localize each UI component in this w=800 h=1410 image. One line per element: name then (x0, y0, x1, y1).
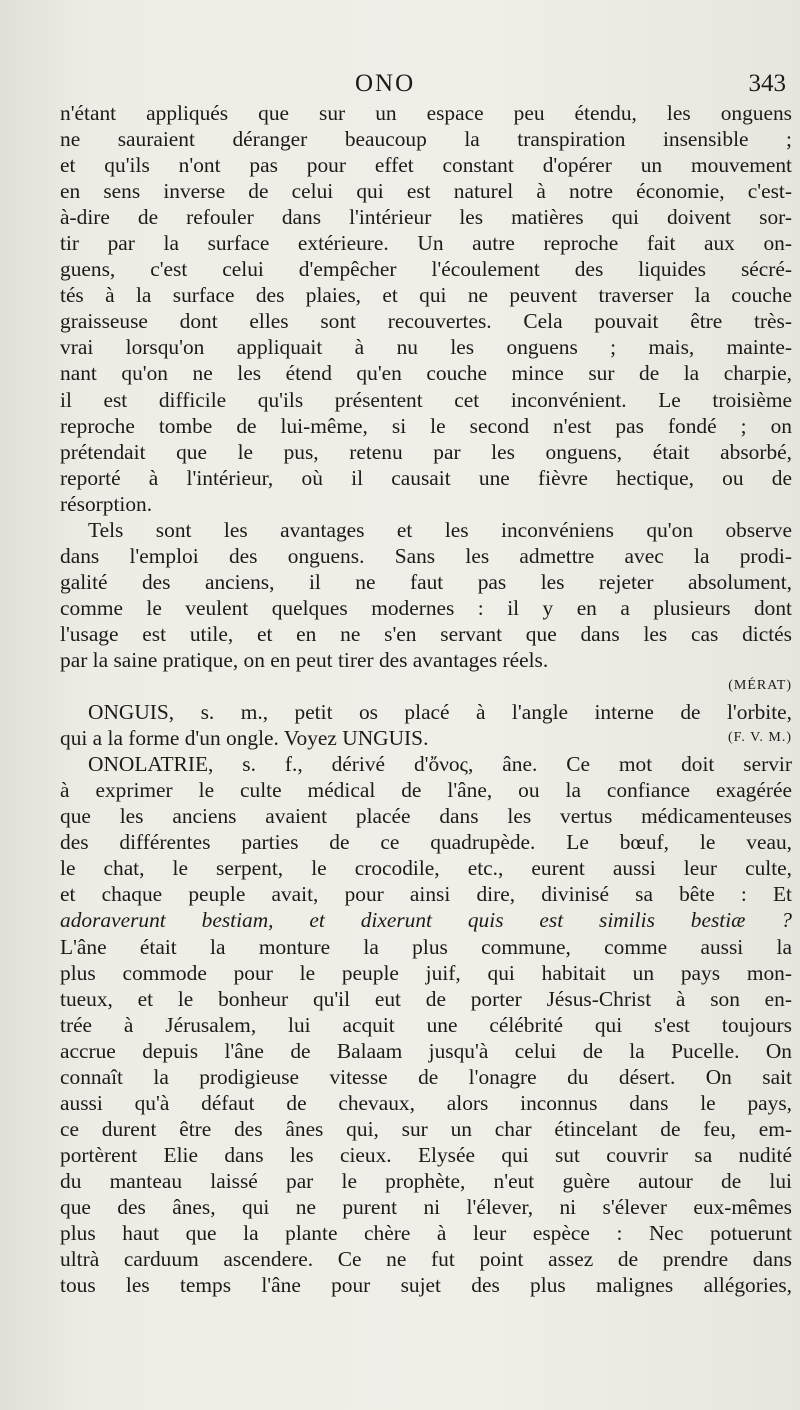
text-line: plus haut que la plante chère à leur espèce : Nec potuerunt (60, 1221, 792, 1246)
text-line: des différentes parties de ce quadrupède. Le bœuf, le veau, (60, 830, 792, 855)
text-line: tous les temps l'âne pour sujet des plus malignes allégories, (60, 1273, 792, 1298)
text-line: connaît la prodigieuse vitesse de l'onagre du désert. On sait (60, 1064, 792, 1089)
text-line: reporté à l'intérieur, où il causait une fièvre hectique, ou de (60, 465, 792, 490)
text-line: et qu'ils n'ont pas pour effet constant d'opérer un mouvement (60, 153, 792, 178)
text-line: à-dire de refouler dans l'intérieur les matières qui doivent sor- (60, 205, 792, 230)
text-line: ne sauraient déranger beaucoup la transpiration insensible ; (60, 127, 792, 152)
paragraph-start-line: Tels sont les avantages et les inconvéniens qu'on observe (88, 517, 792, 542)
text-line: résorption. (60, 491, 153, 516)
text-line: guens, c'est celui d'empêcher l'écoulement des liquides sécré- (60, 257, 792, 282)
author-signature: (MÉRAT) (728, 678, 792, 694)
text-line: prétendait que le pus, retenu par les onguens, était absorbé, (60, 439, 792, 464)
text-line: aussi qu'à défaut de chevaux, alors inconnus dans le pays, (60, 1090, 792, 1115)
text-line: ultrà carduum ascendere. Ce ne fut point assez de prendre dans (60, 1247, 792, 1272)
text-line: l'usage est utile, et en ne s'en servant que dans les cas dictés (60, 621, 792, 646)
page-number: 343 (748, 70, 786, 97)
text-line: en sens inverse de celui qui est naturel à notre économie, c'est- (60, 179, 792, 204)
entry-onguis-end (60, 725, 792, 751)
entry-onguis: ONGUIS, s. m., petit os placé à l'angle interne de l'orbite, (88, 700, 792, 725)
text-line: nant qu'on ne les étend qu'en couche mince sur de la charpie, (60, 361, 792, 386)
text-line: galité des anciens, il ne faut pas les rejeter absolument, (60, 569, 792, 594)
text-line: tueux, et le bonheur qu'il eut de porter Jésus-Christ à son en- (60, 986, 792, 1011)
text-line: vrai lorsqu'on appliquait à nu les onguens ; mais, mainte- (60, 335, 792, 360)
text-line: à exprimer le culte médical de l'âne, ou la confiance exagérée (60, 778, 792, 803)
text-line: qui a la forme d'un ongle. Voyez UNGUIS. (60, 726, 429, 751)
text-line: que des ânes, qui ne purent ni l'élever, ni s'élever eux-mêmes (60, 1194, 792, 1219)
text-line: il est difficile qu'ils présentent cet inconvénient. Le troisième (60, 387, 792, 412)
text-line: tés à la surface des plaies, et qui ne peuvent traverser la couche (60, 283, 792, 308)
latin-quote-line: adoraverunt bestiam, et dixerunt quis est similis bestiæ ? (60, 908, 792, 933)
text-line: accrue depuis l'âne de Balaam jusqu'à celui de la Pucelle. On (60, 1038, 792, 1063)
text-line: n'étant appliqués que sur un espace peu étendu, les onguens (60, 101, 792, 125)
entry-onolatrie: ONOLATRIE, s. f., dérivé d'ὄνος, âne. Ce mot doit servir (88, 752, 792, 777)
text-line: que les anciens avaient placée dans les vertus médicamenteuses (60, 804, 792, 829)
author-signature: (F. V. M.) (728, 730, 792, 746)
text-line: ce durent être des ânes qui, sur un char étincelant de feu, em- (60, 1116, 792, 1141)
text-line: portèrent Elie dans les cieux. Elysée qui sut couvrir sa nudité (60, 1142, 792, 1167)
text-line: du manteau laissé par le prophète, n'eut guère autour de lui (60, 1168, 792, 1193)
text-line: tir par la surface extérieure. Un autre reproche fait aux on- (60, 231, 792, 256)
text-line: trée à Jérusalem, lui acquit une célébrité qui s'est toujours (60, 1012, 792, 1037)
running-head (60, 70, 790, 100)
text-line: par la saine pratique, on en peut tirer des avantages réels. (60, 647, 549, 672)
body-text (60, 100, 792, 1298)
text-line: le chat, le serpent, le crocodile, etc., eurent aussi leur culte, (60, 856, 792, 881)
running-title: ONO (355, 70, 416, 97)
text-line: L'âne était la monture la plus commune, comme aussi la (60, 934, 792, 959)
text-line: graisseuse dont elles sont recouvertes. Cela pouvait être très- (60, 309, 792, 334)
text-line: dans l'emploi des onguens. Sans les admettre avec la prodi- (60, 543, 792, 568)
text-line: et chaque peuple avait, pour ainsi dire, divinisé sa bête : Et (60, 882, 792, 907)
text-line: reproche tombe de lui-même, si le second n'est pas fondé ; on (60, 413, 792, 438)
text-line: plus commode pour le peuple juif, qui habitait un pays mon- (60, 960, 792, 985)
text-line: comme le veulent quelques modernes : il y en a plusieurs dont (60, 595, 792, 620)
